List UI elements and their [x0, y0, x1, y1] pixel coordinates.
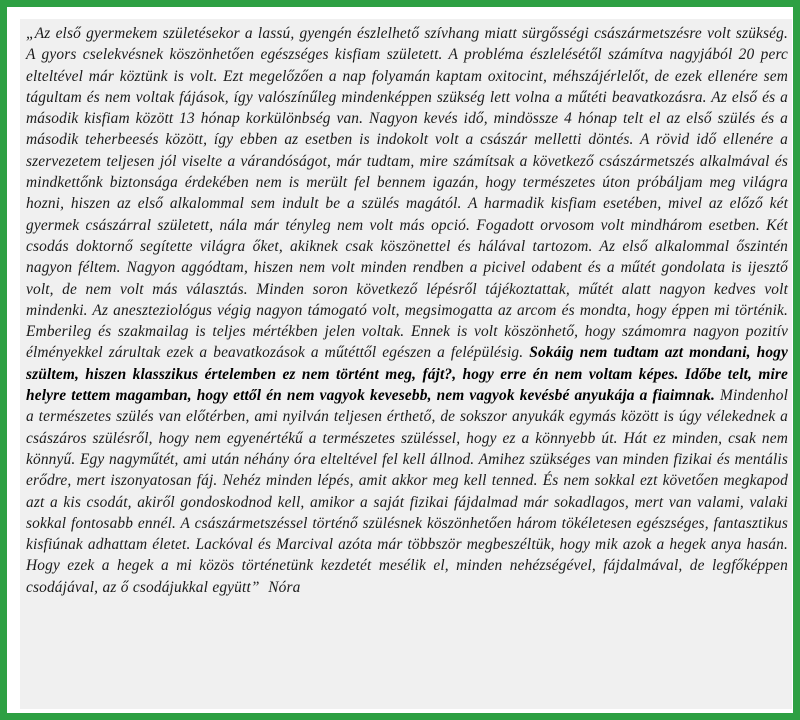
- quote-signature: Nóra: [268, 578, 301, 596]
- testimonial-quote: [20, 19, 792, 598]
- quote-text-part-1: „Az első gyermekem születésekor a lassú, gyengén észlelhető szívhang miatt sürgősségi császármetszésre volt szükség. A gyors cselekvésnek köszönhetően egészséges kisfiam született. A probléma észlelésétől számítva nagyjából 20 perc elteltével már köztünk is volt. Ezt megelőzően a nap folyamán kaptam oxitocint, méhszájérlelőt, de ezek ellenére sem tágultam és nem voltak fájások, így valószínűleg mindenképpen szükség lett volna a műtéti beavatkozásra. Az első és a második kisfiam között 13 hónap korkülönbség van. Nagyon kevés idő, mindössze 4 hónap telt el az első szülés és a második teherbeesés között, így ebben az esetben is indokolt volt a császár melletti döntés. A rövid idő ellenére a szervezetem teljesen jól viselte a várandóságot, már tudtam, mire számítsak a következő császármetszés alkalmával és mindkettőnk biztonsága érdekében nem is merült fel bennem igazán, hogy természetes úton próbáljam meg világra hozni, hiszen az első alkalommal sem indult be a szülés magától. A harmadik kisfiam esetében, mivel az előző két gyermek császárral született, nála már tényleg nem volt más opció. Fogadott orvosom volt mindhárom esetben. Két csodás doktornő segítette világra őket, akiknek csak köszönettel és hálával tartozom. Az első alkalommal őszintén nagyon féltem. Nagyon aggódtam, hiszen nem volt minden rendben a picivel odabent és a műtét gondolata is ijesztő volt, de nem volt más választás. Minden soron következő lépésről tájékoztattak, műtét alatt nagyon kedves volt mindenki. Az aneszteziológus végig nagyon támogató volt, megsimogatta az arcom és mondta, hogy éppen mi történik. Emberileg és szakmailag is teljes mértékben jelen voltak. Ennek is volt köszönhető, hogy számomra nagyon pozitív élményekkel zárultak ezek a beavatkozások a műtéttől egészen a felépülésig.: [26, 25, 788, 362]
- quote-bold-passage: Sokáig nem tudtam azt mondani, hogy szültem, hiszen klasszikus értelemben ez nem történt meg, fájt?, hogy erre én nem voltam képes. Időbe telt, mire helyre tettem magamban, hogy ettől én nem vagyok kevesebb, nem vagyok kevésbé anyukája a fiaimnak.: [26, 344, 788, 405]
- quote-text-part-2: Mindenhol a természetes szülés van előtérben, ami nyilván teljesen érthető, de sokszor anyukák egymás között is úgy vélekednek a császáros szülésről, hogy nem egyenértékű a természetes szüléssel, hogy ez a könnyebb út. Hát ez minden, csak nem könnyű. Egy nagyműtét, ami után néhány óra elteltével fel kell állnod. Amihez szükséges van minden fizikai és mentális erődre, mert iszonyatosan fáj. Nehéz minden lépés, amit akkor meg kell tenned. És nem sokkal ezt követően megkapod azt a kis csodát, akiről gondoskodnod kell, amikor a saját fizikai fájdalmad már sokadlagos, mert van valami, valaki sokkal fontosabb ennél. A császármetszéssel történő szülésnek köszönhetően három tökéletesen egészséges, fantasztikus kisfiúnak adhattam életet. Lackóval és Marcival azóta már többször megbeszéltük, hogy mik azok a hegek anya hasán. Hogy ezek a hegek a mi közös történetünk kezdetét mesélik el, minden nehézségével, fájdalmával, de legfőképpen csodájával, az ő csodájukkal együtt”: [26, 387, 788, 596]
- quote-text-block: [20, 19, 792, 709]
